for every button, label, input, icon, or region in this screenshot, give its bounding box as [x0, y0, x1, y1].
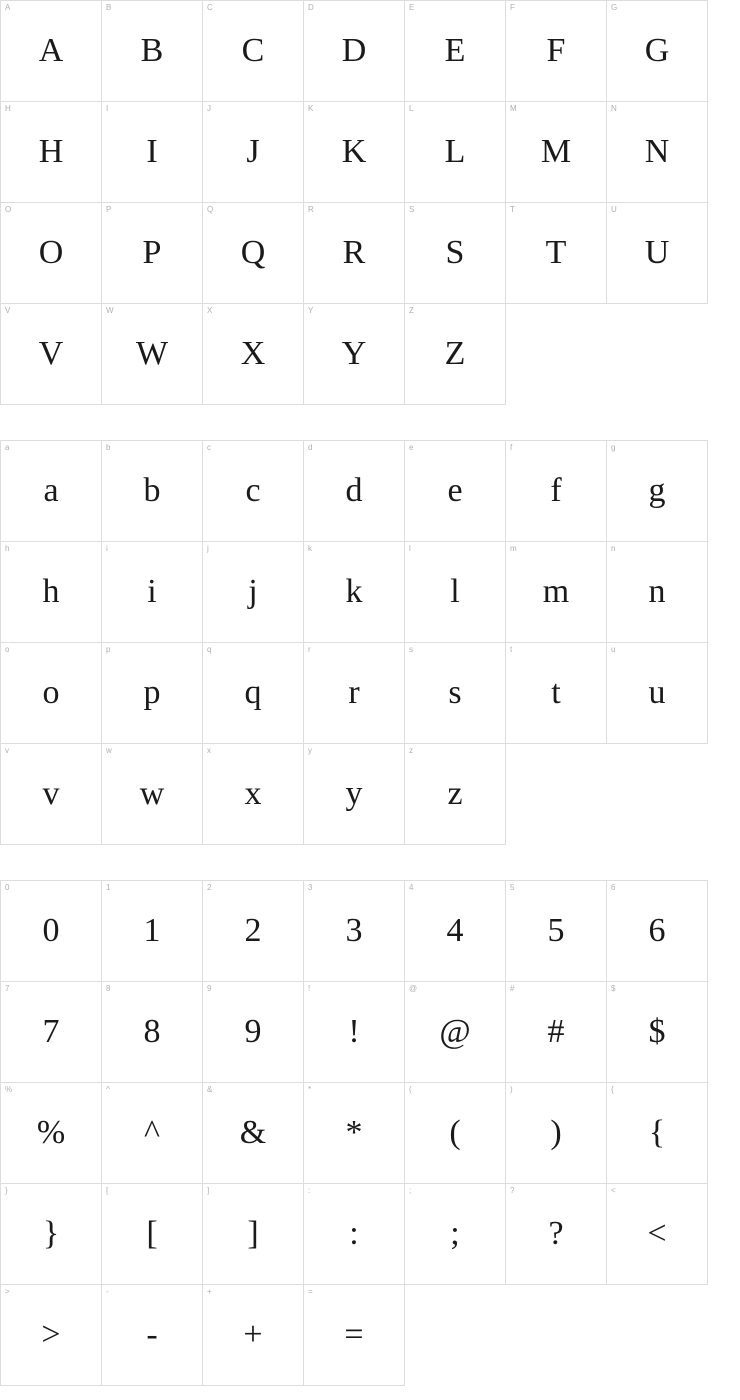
- glyph-cell-character: B: [140, 32, 164, 69]
- glyph-cell-character: 3: [345, 912, 363, 949]
- glyph-cell-label: D: [308, 3, 314, 12]
- glyph-cell-label: 7: [5, 984, 10, 993]
- glyph-cell-character: 7: [42, 1013, 60, 1050]
- glyph-cell-label: 9: [207, 984, 212, 993]
- glyph-cell-label: X: [207, 306, 213, 315]
- glyph-cell-label: I: [106, 104, 109, 113]
- glyph-section-digits-and-symbols-body: [1, 881, 708, 1386]
- glyph-cell-label: N: [611, 104, 617, 113]
- glyph-cell-label: V: [5, 306, 11, 315]
- glyph-cell[interactable]: [607, 102, 708, 203]
- glyph-cell[interactable]: [506, 203, 607, 304]
- glyph-cell-label: {: [611, 1085, 614, 1094]
- glyph-cell-label: ;: [409, 1186, 412, 1195]
- glyph-cell-character: C: [241, 32, 265, 69]
- glyph-cell-character: p: [143, 674, 161, 711]
- glyph-cell-character: S: [445, 234, 465, 271]
- glyph-cell-character: %: [36, 1114, 66, 1151]
- glyph-cell-label: #: [510, 984, 515, 993]
- glyph-cell-character: @: [439, 1013, 471, 1050]
- glyph-cell-label: S: [409, 205, 415, 214]
- glyph-cell-empty: [506, 304, 607, 405]
- glyph-cell[interactable]: [1, 1285, 102, 1386]
- glyph-cell-character: f: [550, 472, 562, 509]
- glyph-cell-character: 2: [244, 912, 262, 949]
- glyph-cell[interactable]: [102, 744, 203, 845]
- glyph-cell-label: ]: [207, 1186, 210, 1195]
- glyph-cell-character: }: [42, 1215, 60, 1252]
- glyph-cell[interactable]: [203, 1184, 304, 1285]
- glyph-cell-character: G: [644, 32, 670, 69]
- glyph-cell[interactable]: [102, 1, 203, 102]
- glyph-cell-label: &: [207, 1085, 213, 1094]
- glyph-cell-character: u: [648, 674, 666, 711]
- glyph-cell-label: O: [5, 205, 12, 214]
- glyph-cell-character: U: [644, 234, 670, 271]
- glyph-cell-label: $: [611, 984, 616, 993]
- glyph-cell-character: d: [345, 472, 363, 509]
- glyph-section-lowercase-body: [1, 441, 708, 845]
- glyph-cell-character: a: [43, 472, 59, 509]
- glyph-cell[interactable]: [607, 643, 708, 744]
- glyph-cell[interactable]: [304, 203, 405, 304]
- glyph-cell-character: t: [551, 674, 561, 711]
- glyph-cell-character: F: [546, 32, 566, 69]
- glyph-cell[interactable]: [1, 203, 102, 304]
- glyph-cell-character: <: [647, 1215, 667, 1252]
- glyph-cell[interactable]: [506, 1184, 607, 1285]
- glyph-cell[interactable]: [506, 1, 607, 102]
- glyph-cell-label: a: [5, 443, 10, 452]
- glyph-cell-character: Q: [240, 234, 266, 271]
- glyph-cell-character: *: [345, 1114, 363, 1151]
- glyph-row: [1, 982, 708, 1083]
- glyph-cell[interactable]: [405, 441, 506, 542]
- glyph-cell-label: =: [308, 1287, 313, 1296]
- glyph-cell-label: c: [207, 443, 211, 452]
- glyph-cell-character: O: [38, 234, 64, 271]
- glyph-cell[interactable]: [1, 1184, 102, 1285]
- glyph-cell-label: B: [106, 3, 112, 12]
- glyph-row: [1, 304, 708, 405]
- glyph-row: [1, 102, 708, 203]
- glyph-cell[interactable]: [304, 1184, 405, 1285]
- glyph-cell-character: N: [644, 133, 670, 170]
- glyph-cell[interactable]: [607, 203, 708, 304]
- glyph-cell-label: w: [106, 746, 112, 755]
- glyph-row: [1, 203, 708, 304]
- glyph-cell[interactable]: [203, 982, 304, 1083]
- glyph-cell-character: A: [38, 32, 64, 69]
- glyph-cell-character: m: [542, 573, 570, 610]
- glyph-cell[interactable]: [203, 1083, 304, 1184]
- glyph-cell-label: 2: [207, 883, 212, 892]
- glyph-cell-character: 0: [42, 912, 60, 949]
- glyph-section-digits-and-symbols: [0, 880, 708, 1386]
- glyph-cell[interactable]: [1, 304, 102, 405]
- glyph-cell[interactable]: [506, 441, 607, 542]
- glyph-cell-label: <: [611, 1186, 616, 1195]
- glyph-cell-label: -: [106, 1287, 109, 1296]
- glyph-cell-label: A: [5, 3, 11, 12]
- glyph-cell-label: 8: [106, 984, 111, 993]
- glyph-cell[interactable]: [405, 542, 506, 643]
- glyph-cell-label: d: [308, 443, 313, 452]
- glyph-cell[interactable]: [102, 203, 203, 304]
- glyph-cell-label: :: [308, 1186, 311, 1195]
- glyph-cell-character: l: [450, 573, 460, 610]
- glyph-cell-character: J: [246, 133, 260, 170]
- glyph-section-uppercase-body: [1, 1, 708, 405]
- glyph-cell-character: D: [341, 32, 367, 69]
- glyph-cell-label: Q: [207, 205, 214, 214]
- glyph-cell-label: g: [611, 443, 616, 452]
- glyph-cell-label: 6: [611, 883, 616, 892]
- glyph-cell-character: -: [146, 1316, 158, 1353]
- glyph-cell-label: G: [611, 3, 618, 12]
- glyph-cell[interactable]: [102, 441, 203, 542]
- glyph-cell-label: i: [106, 544, 108, 553]
- glyph-cell-label: T: [510, 205, 515, 214]
- glyph-cell[interactable]: [304, 304, 405, 405]
- glyph-cell[interactable]: [1, 1083, 102, 1184]
- glyph-cell-label: [: [106, 1186, 109, 1195]
- glyph-cell-label: Y: [308, 306, 314, 315]
- glyph-cell-label: u: [611, 645, 616, 654]
- glyph-cell-character: {: [648, 1114, 666, 1151]
- glyph-cell-label: p: [106, 645, 111, 654]
- glyph-cell[interactable]: [506, 1083, 607, 1184]
- glyph-cell-label: ^: [106, 1085, 110, 1094]
- glyph-cell-character: (: [449, 1114, 461, 1151]
- glyph-cell-character: [: [146, 1215, 158, 1252]
- glyph-cell-character: :: [349, 1215, 359, 1252]
- glyph-cell[interactable]: [102, 542, 203, 643]
- glyph-cell-character: o: [42, 674, 60, 711]
- glyph-cell-character: W: [135, 335, 169, 372]
- glyph-cell-label: H: [5, 104, 11, 113]
- glyph-cell[interactable]: [506, 542, 607, 643]
- glyph-cell-character: 9: [244, 1013, 262, 1050]
- glyph-cell[interactable]: [304, 102, 405, 203]
- glyph-cell-character: &: [239, 1114, 267, 1151]
- glyph-cell-character: x: [244, 775, 262, 812]
- glyph-row: [1, 1, 708, 102]
- glyph-cell[interactable]: [1, 744, 102, 845]
- glyph-row: [1, 1285, 708, 1386]
- glyph-cell-label: C: [207, 3, 213, 12]
- glyph-cell-character: y: [345, 775, 363, 812]
- glyph-cell-character: P: [142, 234, 162, 271]
- glyph-cell[interactable]: [405, 643, 506, 744]
- glyph-cell-character: ^: [144, 1114, 160, 1151]
- glyph-cell[interactable]: [203, 1, 304, 102]
- glyph-row: [1, 1184, 708, 1285]
- glyph-cell-character: Y: [341, 335, 367, 372]
- glyph-cell-label: F: [510, 3, 515, 12]
- glyph-cell-label: ?: [510, 1186, 515, 1195]
- glyph-cell-label: R: [308, 205, 314, 214]
- glyph-cell-label: @: [409, 984, 418, 993]
- glyph-cell[interactable]: [607, 542, 708, 643]
- glyph-cell[interactable]: [405, 982, 506, 1083]
- glyph-cell-character: R: [342, 234, 366, 271]
- glyph-cell-character: ): [550, 1114, 562, 1151]
- glyph-cell-label: Z: [409, 306, 414, 315]
- glyph-cell[interactable]: [102, 982, 203, 1083]
- glyph-cell-label: l: [409, 544, 411, 553]
- glyph-cell-character: X: [240, 335, 266, 372]
- glyph-cell-character: v: [42, 775, 60, 812]
- glyph-cell[interactable]: [405, 304, 506, 405]
- glyph-cell[interactable]: [607, 441, 708, 542]
- glyph-cell-label: f: [510, 443, 513, 452]
- glyph-cell-empty: [607, 744, 708, 845]
- glyph-cell-character: i: [147, 573, 157, 610]
- glyph-cell[interactable]: [203, 1285, 304, 1386]
- glyph-cell-character: g: [648, 472, 666, 509]
- glyph-cell[interactable]: [203, 744, 304, 845]
- glyph-cell-label: %: [5, 1085, 13, 1094]
- glyph-cell-label: z: [409, 746, 413, 755]
- glyph-cell-label: y: [308, 746, 312, 755]
- glyph-cell-label: o: [5, 645, 10, 654]
- glyph-cell-label: K: [308, 104, 314, 113]
- glyph-cell[interactable]: [203, 203, 304, 304]
- glyph-cell-character: j: [248, 573, 258, 610]
- glyph-cell-character: h: [42, 573, 60, 610]
- glyph-cell[interactable]: [607, 1184, 708, 1285]
- glyph-cell-label: +: [207, 1287, 212, 1296]
- glyph-cell[interactable]: [304, 881, 405, 982]
- glyph-cell-character: ]: [247, 1215, 259, 1252]
- glyph-cell-character: e: [447, 472, 463, 509]
- glyph-cell[interactable]: [1, 102, 102, 203]
- glyph-cell-character: q: [244, 674, 262, 711]
- glyph-cell[interactable]: [102, 304, 203, 405]
- glyph-cell-character: z: [447, 775, 463, 812]
- glyph-row: [1, 441, 708, 542]
- glyph-cell-label: b: [106, 443, 111, 452]
- glyph-cell-label: !: [308, 984, 311, 993]
- glyph-cell-label: r: [308, 645, 311, 654]
- glyph-cell[interactable]: [203, 643, 304, 744]
- glyph-cell[interactable]: [102, 1083, 203, 1184]
- glyph-cell[interactable]: [506, 982, 607, 1083]
- glyph-cell-label: U: [611, 205, 617, 214]
- glyph-cell-character: b: [143, 472, 161, 509]
- glyph-cell-character: >: [41, 1316, 61, 1353]
- glyph-cell-character: ?: [548, 1215, 564, 1252]
- glyph-cell-label: x: [207, 746, 211, 755]
- glyph-cell-character: n: [648, 573, 666, 610]
- glyph-cell[interactable]: [304, 542, 405, 643]
- glyph-cell-character: !: [348, 1013, 360, 1050]
- glyph-cell-label: L: [409, 104, 414, 113]
- glyph-cell[interactable]: [405, 102, 506, 203]
- glyph-section-uppercase: [0, 0, 708, 405]
- glyph-cell-character: K: [341, 133, 367, 170]
- glyph-cell[interactable]: [102, 1285, 203, 1386]
- glyph-cell-character: ;: [450, 1215, 460, 1252]
- glyph-cell[interactable]: [1, 441, 102, 542]
- glyph-row: [1, 542, 708, 643]
- glyph-cell[interactable]: [203, 102, 304, 203]
- glyph-cell[interactable]: [1, 982, 102, 1083]
- glyph-cell-character: 8: [143, 1013, 161, 1050]
- glyph-cell-label: W: [106, 306, 114, 315]
- glyph-cell-label: 3: [308, 883, 313, 892]
- glyph-cell-character: T: [545, 234, 567, 271]
- glyph-cell[interactable]: [607, 1, 708, 102]
- glyph-cell[interactable]: [304, 643, 405, 744]
- glyph-row: [1, 643, 708, 744]
- glyph-cell-label: m: [510, 544, 517, 553]
- glyph-cell-character: =: [344, 1316, 364, 1353]
- glyph-cell[interactable]: [304, 744, 405, 845]
- glyph-cell[interactable]: [405, 1, 506, 102]
- glyph-cell-character: r: [348, 674, 360, 711]
- glyph-cell-label: 1: [106, 883, 111, 892]
- glyph-cell[interactable]: [304, 441, 405, 542]
- glyph-cell[interactable]: [203, 542, 304, 643]
- glyph-cell-character: s: [448, 674, 462, 711]
- glyph-cell-character: #: [547, 1013, 565, 1050]
- glyph-cell-character: E: [444, 32, 466, 69]
- glyph-cell-label: n: [611, 544, 616, 553]
- glyph-cell-empty: [607, 1285, 708, 1386]
- glyph-cell-empty: [607, 304, 708, 405]
- glyph-cell-character: 5: [547, 912, 565, 949]
- glyph-cell-character: M: [540, 133, 572, 170]
- glyph-cell-character: +: [243, 1316, 263, 1353]
- glyph-cell[interactable]: [304, 1, 405, 102]
- glyph-cell-label: J: [207, 104, 211, 113]
- glyph-cell-label: E: [409, 3, 415, 12]
- glyph-cell[interactable]: [304, 982, 405, 1083]
- glyph-row: [1, 881, 708, 982]
- glyph-cell[interactable]: [607, 1083, 708, 1184]
- glyph-cell[interactable]: [506, 102, 607, 203]
- glyph-cell[interactable]: [1, 1, 102, 102]
- glyph-cell[interactable]: [102, 881, 203, 982]
- glyph-cell-empty: [506, 1285, 607, 1386]
- glyph-cell-label: k: [308, 544, 312, 553]
- glyph-cell-character: 6: [648, 912, 666, 949]
- glyph-cell-label: j: [207, 544, 209, 553]
- glyph-cell[interactable]: [405, 744, 506, 845]
- glyph-cell[interactable]: [102, 1184, 203, 1285]
- glyph-row: [1, 1083, 708, 1184]
- glyph-row: [1, 744, 708, 845]
- glyph-cell-label: q: [207, 645, 212, 654]
- glyph-cell-character: c: [245, 472, 261, 509]
- glyph-cell[interactable]: [304, 1285, 405, 1386]
- glyph-cell-label: }: [5, 1186, 8, 1195]
- glyph-cell-character: L: [444, 133, 466, 170]
- glyph-cell-empty: [506, 744, 607, 845]
- glyph-cell[interactable]: [607, 982, 708, 1083]
- glyph-section-lowercase: [0, 440, 708, 845]
- glyph-cell-character: Z: [444, 335, 466, 372]
- glyph-cell[interactable]: [102, 102, 203, 203]
- glyph-cell[interactable]: [102, 643, 203, 744]
- glyph-cell[interactable]: [607, 881, 708, 982]
- glyph-cell-character: w: [139, 775, 165, 812]
- glyph-cell-label: v: [5, 746, 9, 755]
- glyph-cell-label: (: [409, 1085, 412, 1094]
- glyph-cell[interactable]: [506, 881, 607, 982]
- glyph-cell-label: >: [5, 1287, 10, 1296]
- glyph-cell-label: h: [5, 544, 10, 553]
- glyph-cell[interactable]: [405, 881, 506, 982]
- glyph-cell[interactable]: [304, 1083, 405, 1184]
- glyph-cell-character: H: [38, 133, 64, 170]
- glyph-cell[interactable]: [405, 203, 506, 304]
- glyph-cell[interactable]: [1, 542, 102, 643]
- glyph-cell-label: e: [409, 443, 414, 452]
- glyph-cell[interactable]: [203, 304, 304, 405]
- glyph-cell-label: 5: [510, 883, 515, 892]
- glyph-cell[interactable]: [405, 1083, 506, 1184]
- glyph-cell-character: I: [146, 133, 158, 170]
- glyph-cell-label: 0: [5, 883, 10, 892]
- glyph-cell-character: 1: [143, 912, 161, 949]
- glyph-cell-label: ): [510, 1085, 513, 1094]
- glyph-cell[interactable]: [506, 643, 607, 744]
- glyph-cell-character: $: [648, 1013, 666, 1050]
- glyph-cell-label: M: [510, 104, 517, 113]
- glyph-cell[interactable]: [1, 881, 102, 982]
- glyph-cell[interactable]: [1, 643, 102, 744]
- glyph-cell-label: t: [510, 645, 513, 654]
- glyph-cell[interactable]: [203, 881, 304, 982]
- glyph-cell-empty: [405, 1285, 506, 1386]
- glyph-cell[interactable]: [405, 1184, 506, 1285]
- glyph-cell-character: k: [345, 573, 363, 610]
- glyph-cell-label: *: [308, 1085, 312, 1094]
- glyph-cell-character: V: [38, 335, 64, 372]
- glyph-cell[interactable]: [203, 441, 304, 542]
- glyph-cell-label: 4: [409, 883, 414, 892]
- glyph-cell-label: P: [106, 205, 112, 214]
- glyph-cell-label: s: [409, 645, 413, 654]
- glyph-cell-character: 4: [446, 912, 464, 949]
